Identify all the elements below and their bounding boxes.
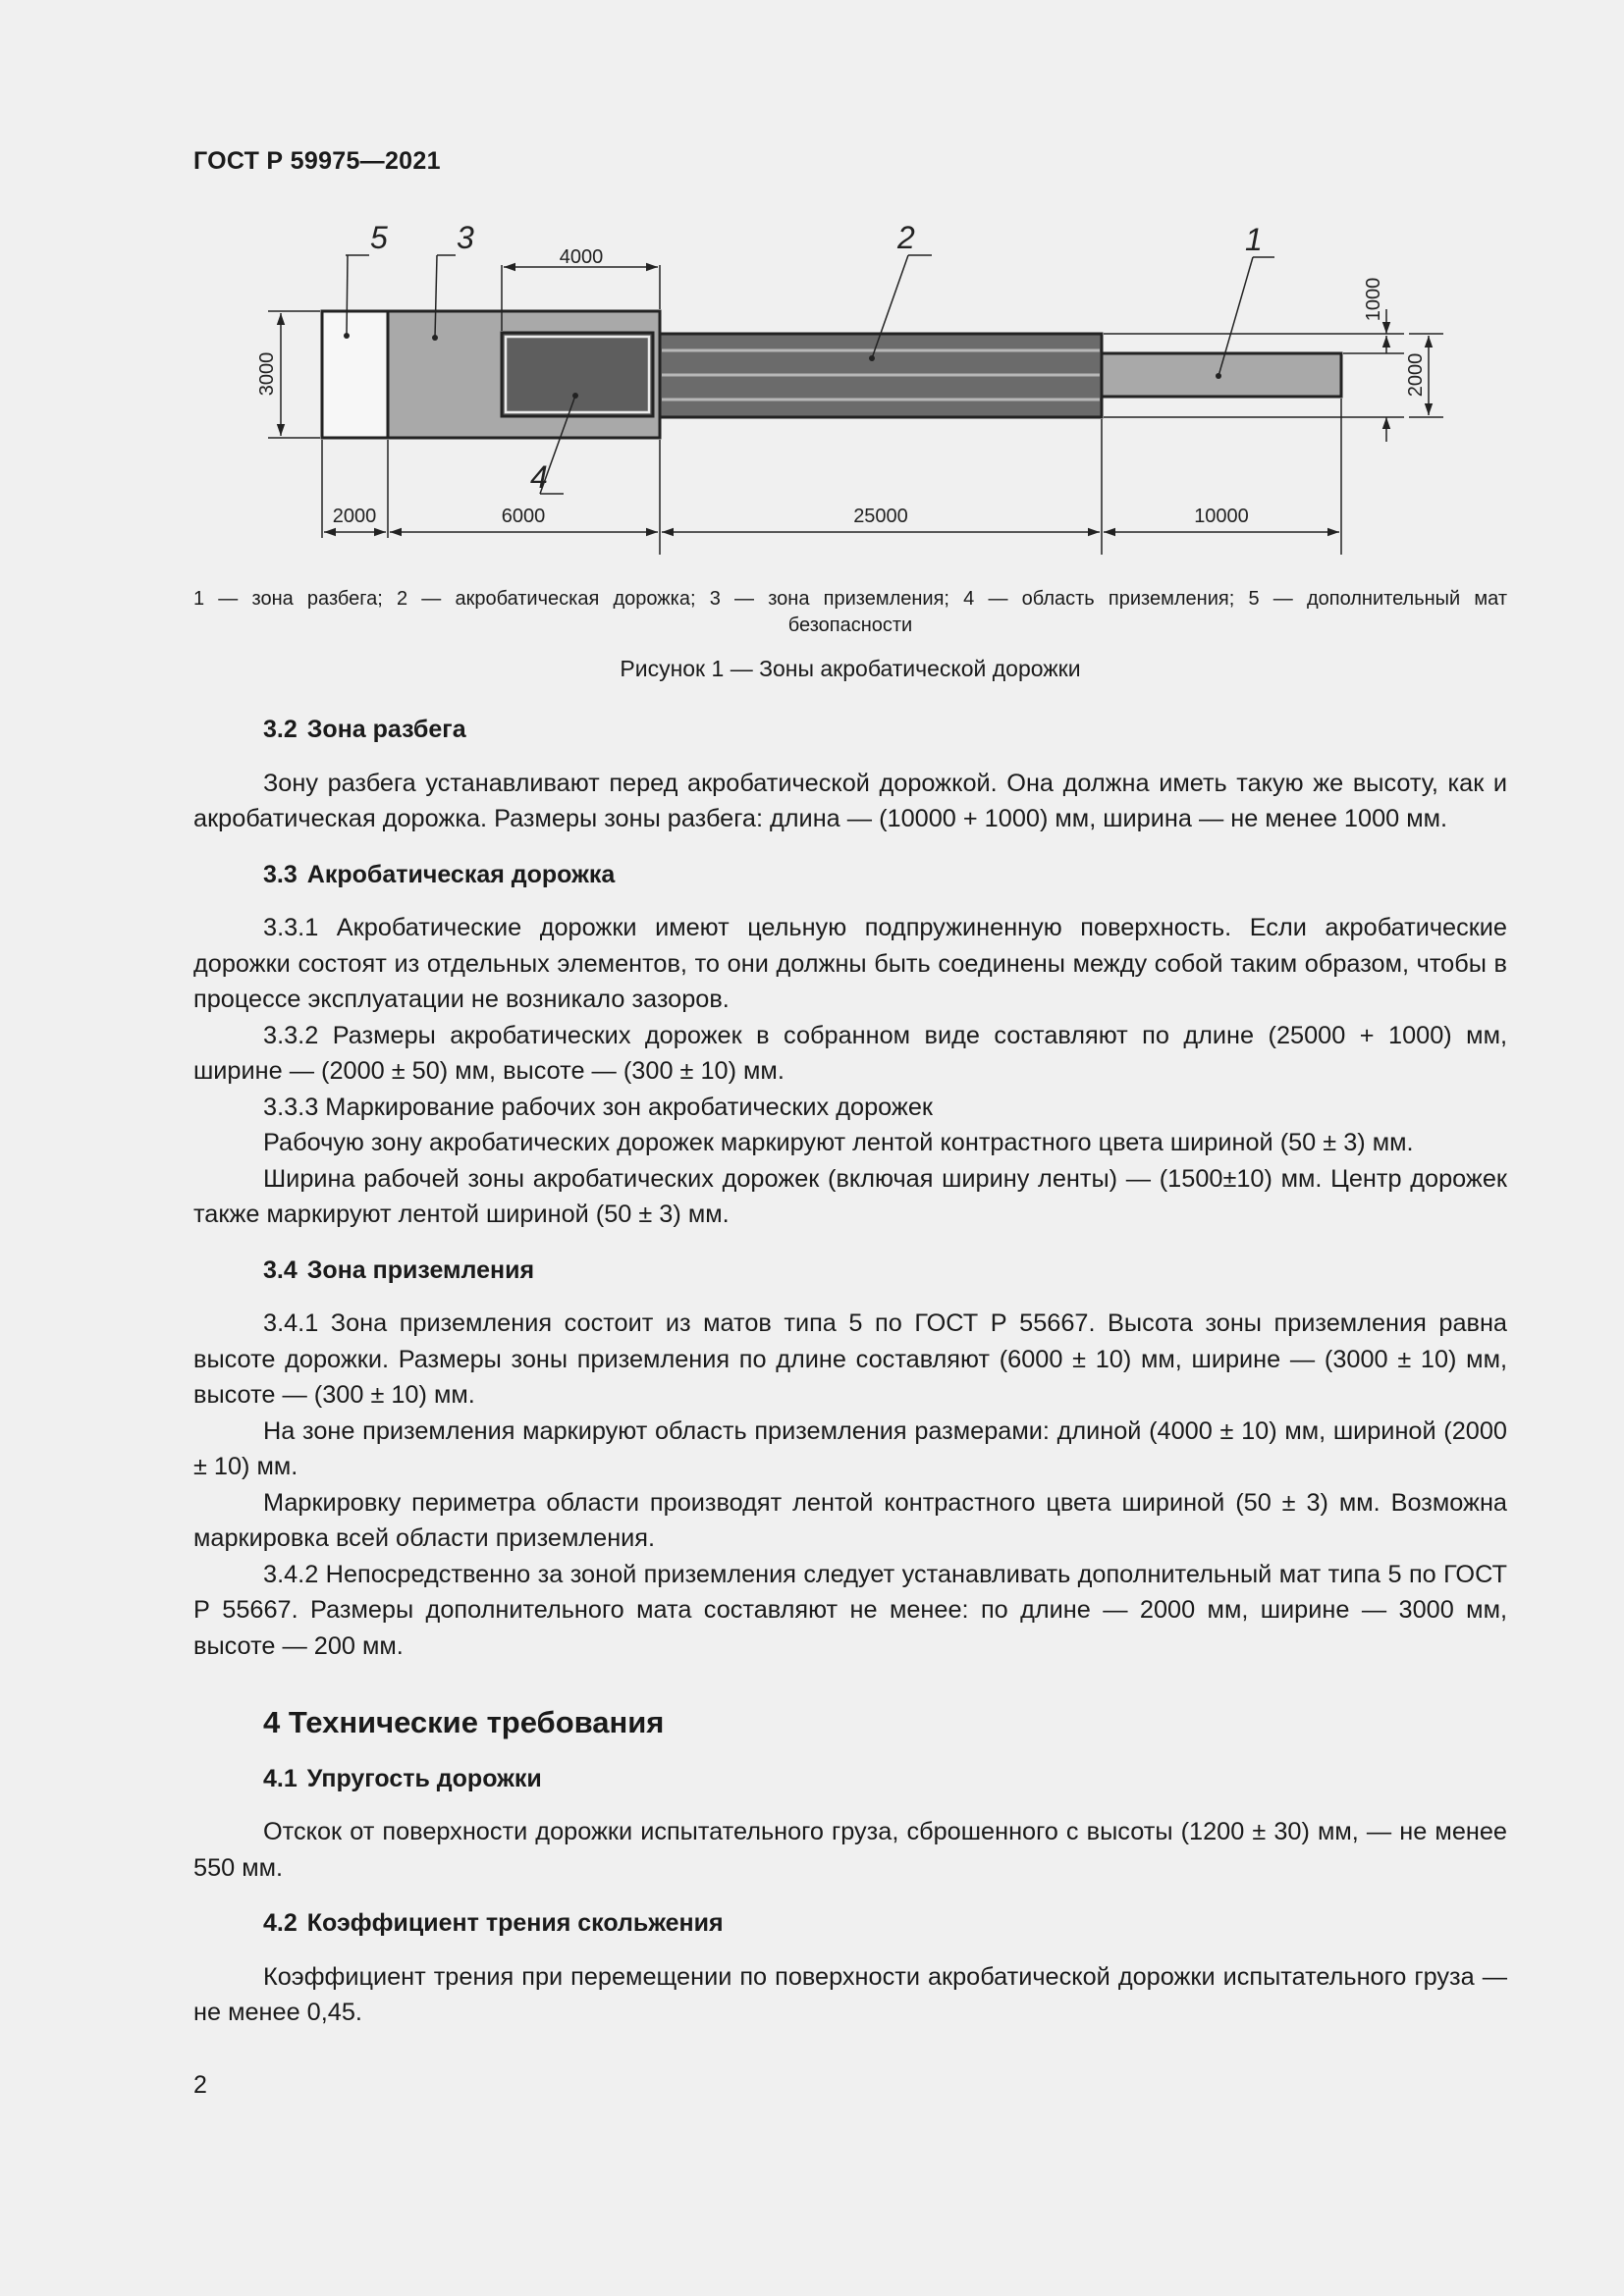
dim-6000: 6000 xyxy=(501,506,546,527)
paragraph: 3.3.1 Акробатические дорожки имеют цельную подпружиненную поверхность. Если акробатические дорожки состоят из отдельных элементов, то они должны быть соединены между собой таким образом, чтобы в процессе эксплуатации не возникало зазоров. xyxy=(193,914,1507,1013)
dim-3000: 3000 xyxy=(256,351,278,397)
zone-1-run-up xyxy=(1102,353,1341,397)
section-heading-3-2: 3.2 Зона разбега xyxy=(263,716,466,743)
legend-line-2: безопасности xyxy=(787,614,913,636)
paragraph: 3.3.3 Маркирование рабочих зон акробатических дорожек xyxy=(263,1093,933,1121)
dim-25000: 25000 xyxy=(853,506,908,527)
dim-2000-bottom: 2000 xyxy=(332,506,377,527)
paragraph: Рабочую зону акробатических дорожек маркируют лентой контрастного цвета шириной (50 ± 3) мм. xyxy=(263,1129,1414,1156)
callout-2: 2 xyxy=(897,220,915,255)
page-number: 2 xyxy=(193,2071,207,2099)
track-zones-diagram xyxy=(236,216,1512,569)
document-body xyxy=(193,712,1507,2031)
paragraph: Отскок от поверхности дорожки испытательного груза, сброшенного с высоты (1200 ± 30) мм, — не менее 550 мм. xyxy=(193,1818,1507,1882)
paragraph: Зону разбега устанавливают перед акробатической дорожкой. Она должна иметь такую же высоту, как и акробатическая дорожка. Размеры зоны разбега: длина — (10000 + 1000) мм, ширина — не менее 1000 мм. xyxy=(193,769,1507,832)
dim-2000-right: 2000 xyxy=(1405,352,1427,398)
paragraph: Ширина рабочей зоны акробатических дорожек (включая ширину ленты) — (1500±10) мм. Центр дорожек также маркируют лентой шириной (50 ± 3) мм. xyxy=(193,1164,1507,1228)
figure-acrobatic-track-zones xyxy=(236,216,1512,569)
section-heading-4: 4 Технические требования xyxy=(263,1705,665,1739)
callout-1: 1 xyxy=(1245,222,1263,257)
zone-5-safety-mat xyxy=(322,311,388,438)
dim-4000: 4000 xyxy=(559,246,604,268)
document-header: ГОСТ Р 59975—2021 xyxy=(193,147,441,175)
callout-3: 3 xyxy=(457,220,474,255)
paragraph: 3.3.2 Размеры акробатических дорожек в собранном виде составляют по длине (25000 + 1000) мм, ширине — (2000 ± 50) мм, высоте — (300 ± 10) мм. xyxy=(193,1021,1507,1085)
figure-caption: Рисунок 1 — Зоны акробатической дорожки xyxy=(620,656,1081,681)
section-heading-3-4: 3.4 Зона приземления xyxy=(263,1255,535,1284)
callout-4: 4 xyxy=(530,459,548,495)
paragraph: На зоне приземления маркируют область приземления размерами: длиной (4000 ± 10) мм, шириной (2000 ± 10) мм. xyxy=(193,1416,1507,1480)
paragraph: Маркировку периметра области производят лентой контрастного цвета шириной (50 ± 3) мм. Возможна маркировка всей области приземления. xyxy=(193,1488,1507,1552)
paragraph: 3.4.2 Непосредственно за зоной приземления следует устанавливать дополнительный мат типа 5 по ГОСТ Р 55667. Размеры дополнительного мата составляют не менее: по длине — 2000 мм, ширине — 3000 мм, высоте — 200 мм. xyxy=(193,1560,1507,1660)
section-heading-4-1: 4.1 Упругость дорожки xyxy=(263,1764,542,1792)
figure-legend xyxy=(193,586,1507,639)
dim-1000: 1000 xyxy=(1363,277,1384,322)
paragraph: 3.4.1 Зона приземления состоит из матов типа 5 по ГОСТ Р 55667. Высота зоны приземления равна высоте дорожки. Размеры зоны приземления по длине составляют (6000 ± 10) мм, ширине — (3000 ± 10) мм, высоте — (300 ± 10) мм. xyxy=(193,1309,1507,1409)
section-heading-4-2: 4.2 Коэффициент трения скольжения xyxy=(263,1909,724,1937)
legend-line-1: 1 — зона разбега; 2 — акробатическая дорожка; 3 — зона приземления; 4 — область приземления; 5 — дополнительный мат xyxy=(193,588,1507,610)
paragraph: Коэффициент трения при перемещении по поверхности акробатической дорожки испытательного груза — не менее 0,45. xyxy=(193,1962,1507,2026)
zone-4-landing-area xyxy=(502,333,653,416)
callout-5: 5 xyxy=(370,220,388,255)
section-heading-3-3: 3.3 Акробатическая дорожка xyxy=(263,860,616,888)
dim-10000: 10000 xyxy=(1194,506,1249,527)
